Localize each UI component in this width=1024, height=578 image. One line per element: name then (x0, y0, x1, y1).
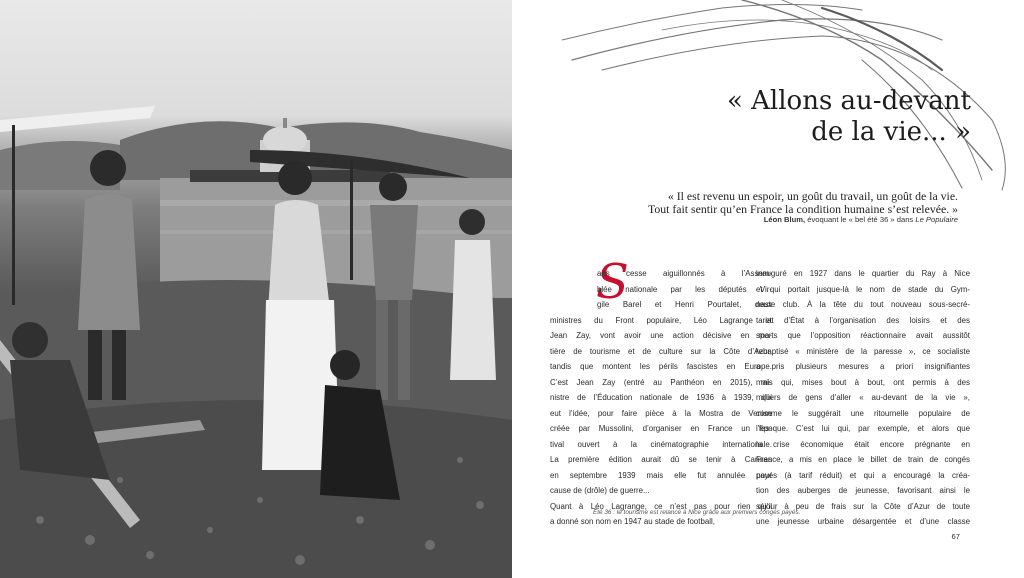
attribution-name: Léon Blum, (763, 215, 806, 224)
article-text-line: en septembre 1939 mais elle fut annulée pour (550, 470, 772, 480)
article-text-line: comme le suggérait une ritournelle populaire de (756, 408, 970, 418)
article-text-line: tariat d’État à l’organisation des loisirs et des (756, 315, 970, 325)
photo-caption: Été 36 : le tourisme est relancé à Nice grâce aux premiers congés payés. (593, 509, 801, 516)
article-column-right (756, 266, 970, 530)
article-text-line: cause de (drôle) de guerre... (550, 486, 650, 495)
article-text-line: mais qui, mises bout à bout, ont permis à des (756, 377, 970, 387)
text-page (512, 0, 1024, 578)
article-text-line: tandis que montent les périls fascistes en Europe. (550, 362, 772, 371)
article-text-line: blée nationale par les députés Vir- (597, 284, 772, 294)
article-text-line: sports que l’opposition réactionnaire avait aussitôt (756, 331, 970, 340)
page-title (611, 86, 971, 148)
article-text-line: inauguré en 1927 dans le quartier du Ray à Nice (756, 269, 970, 278)
article-text-line: Jean Zay, vont avoir une action décisive en ma- (550, 331, 772, 340)
article-text-line: France, a mis en place le billet de train de congés (756, 455, 970, 464)
article-text-line: milliers de gens d’aller « au-devant de la vie », (756, 393, 970, 402)
article-text-line: ministres du Front populaire, Léo Lagrange et (550, 315, 772, 325)
article-text-line: créée par Mussolini, d’organiser en France un fes- (550, 424, 772, 433)
epigraph-quote (558, 190, 958, 216)
article-text-line: l’époque. C’est lui qui, par exemple, et alors que (756, 424, 970, 433)
attribution-text: évoquant le « bel été 36 » dans (805, 215, 916, 224)
quote-attribution (558, 215, 958, 224)
article-text-line: une jeunesse urbaine désargentée et d’une classe (756, 517, 970, 526)
article-text-line: gile Barel et Henri Pourtalet, deux (597, 300, 772, 309)
article-text-line: rebaptisé « ministère de la paresse », ce socialiste (756, 346, 970, 356)
article-column-left (550, 266, 772, 530)
article-text-line: la crise économique était encore prégnante en (756, 439, 970, 449)
article-text-line: naste club. À la tête du tout nouveau sous-secré- (756, 300, 970, 309)
article-text-line: nistre de l’Éducation nationale de 1936 à 1939, qui (550, 393, 772, 402)
attribution-publication: Le Populaire (915, 215, 958, 224)
article-text-line: eut l’idée, pour faire pièce à la Mostra de Venise (550, 408, 772, 418)
quote-line-1: « Il est revenu un espoir, un goût du travail, un goût de la vie. (667, 189, 958, 203)
quote-line-2: Tout fait sentir qu’en France la condition humaine s’est relevée. » (647, 202, 958, 216)
article-text-line: tière de tourisme et de culture sur la Côte d’Azur, (550, 346, 772, 356)
article-text-line: et qui portait jusque-là le nom de stade du Gym- (756, 284, 970, 294)
article-text-line: tion des auberges de jeunesse, favorisant ainsi le (756, 486, 970, 495)
article-text-line: séjour à peu de frais sur la Côte d’Azur de toute (756, 501, 970, 511)
article-text-line: a donné son nom en 1947 au stade de football, (550, 517, 715, 526)
dropcap-glyph: S (596, 258, 629, 304)
title-line-2: de la vie... » (811, 117, 971, 147)
article-text-line: a pris plusieurs mesures a priori insignifiantes (756, 362, 970, 371)
article-text-line: tival ouvert à la cinématographie internationale. (550, 439, 772, 449)
title-line-1: « Allons au-devant (726, 86, 971, 116)
article-text-line: C’est Jean Zay (entré au Panthéon en 2015), mi- (550, 377, 772, 387)
article-text-line: payés (à tarif réduit) et qui a encouragé la créa- (756, 470, 970, 480)
article-text-line: Quant à Léo Lagrange, ce n’est pas pour rien qu’il (550, 501, 772, 511)
article-text-line: La première édition aurait dû se tenir à Cannes (550, 455, 772, 464)
article-text-line: ans cesse aiguillonnés à l’Assem- (597, 269, 772, 278)
page-number: 67 (951, 532, 960, 541)
